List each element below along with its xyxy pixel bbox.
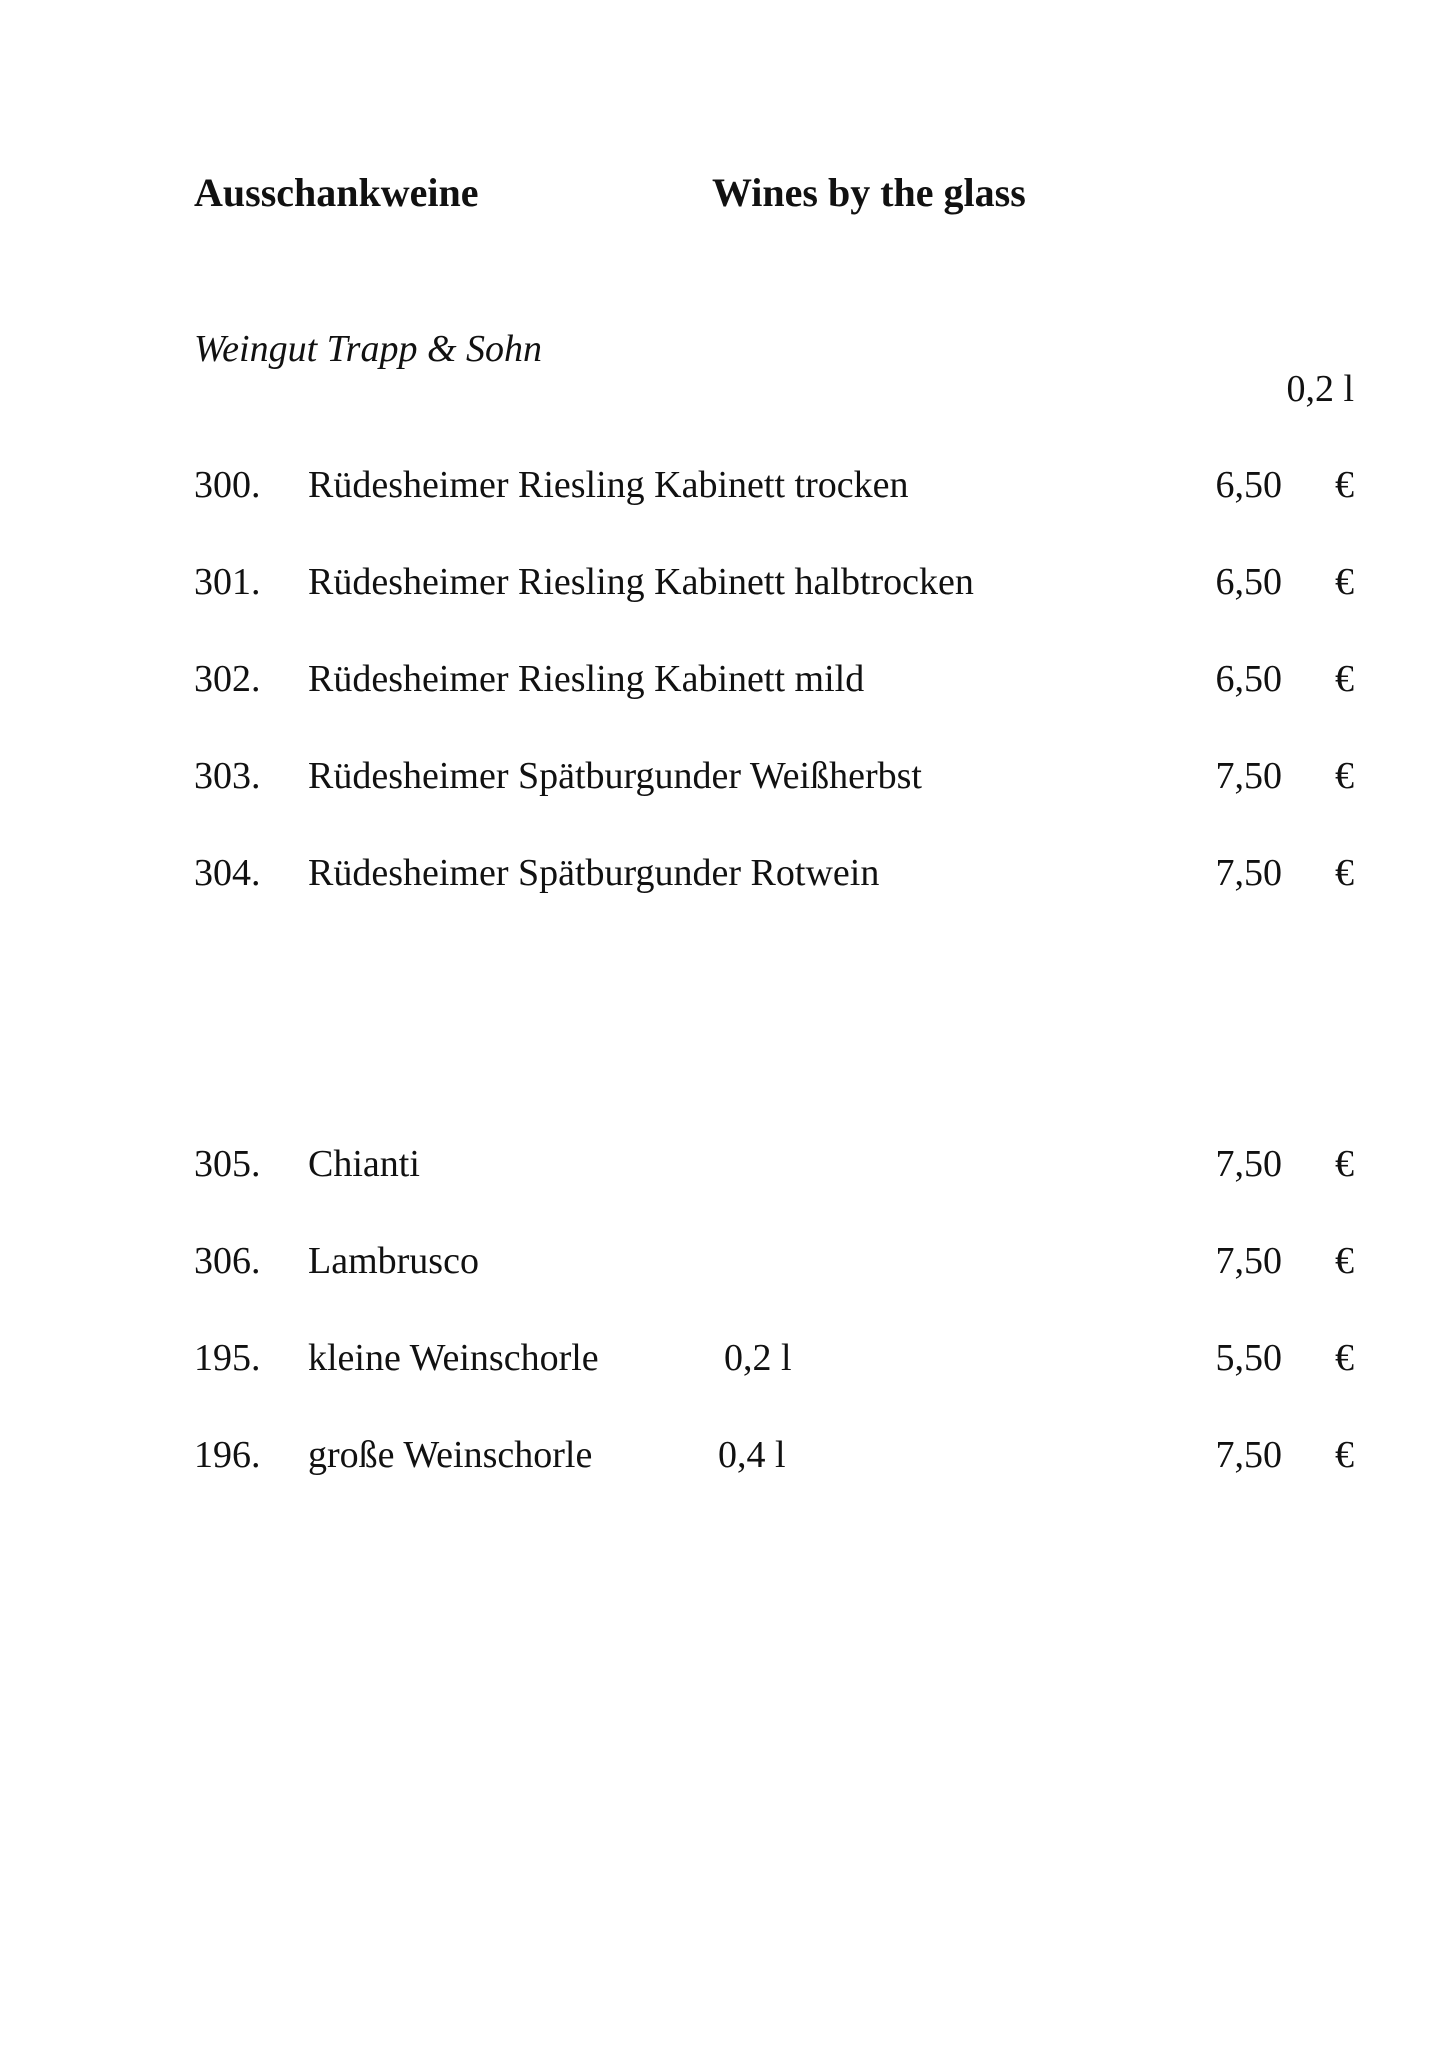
- item-price: 7,50: [1215, 852, 1282, 894]
- item-name: Lambrusco: [308, 1240, 479, 1282]
- item-name: kleine Weinschorle: [308, 1337, 599, 1379]
- item-currency: €: [1335, 755, 1354, 797]
- item-currency: €: [1335, 1240, 1354, 1282]
- menu-item: [0, 461, 1448, 509]
- item-number: 195.: [194, 1337, 261, 1379]
- item-price: 7,50: [1215, 1240, 1282, 1282]
- item-number: 301.: [194, 561, 261, 603]
- item-name: Rüdesheimer Riesling Kabinett mild: [308, 658, 865, 700]
- menu-item: [0, 1334, 1448, 1382]
- item-volume: 0,2 l: [724, 1337, 792, 1379]
- item-number: 304.: [194, 852, 261, 894]
- page-title-english: Wines by the glass: [712, 170, 1026, 215]
- menu-item: [0, 1237, 1448, 1285]
- menu-item: [0, 752, 1448, 800]
- item-number: 300.: [194, 464, 261, 506]
- item-name: Rüdesheimer Riesling Kabinett trocken: [308, 464, 909, 506]
- item-number: 306.: [194, 1240, 261, 1282]
- item-currency: €: [1335, 464, 1354, 506]
- volume-header: 0,2 l: [1286, 368, 1354, 410]
- menu-item: [0, 849, 1448, 897]
- item-price: 5,50: [1215, 1337, 1282, 1379]
- item-name: Rüdesheimer Spätburgunder Rotwein: [308, 852, 880, 894]
- item-volume: 0,4 l: [718, 1434, 786, 1476]
- item-name: große Weinschorle: [308, 1434, 593, 1476]
- item-price: 7,50: [1215, 755, 1282, 797]
- item-number: 302.: [194, 658, 261, 700]
- item-currency: €: [1335, 561, 1354, 603]
- item-currency: €: [1335, 1143, 1354, 1185]
- item-price: 7,50: [1215, 1434, 1282, 1476]
- producer-name: Weingut Trapp & Sohn: [194, 328, 543, 370]
- menu-item: [0, 1431, 1448, 1479]
- item-price: 6,50: [1215, 561, 1282, 603]
- menu-item: [0, 655, 1448, 703]
- item-currency: €: [1335, 658, 1354, 700]
- item-name: Rüdesheimer Spätburgunder Weißherbst: [308, 755, 922, 797]
- item-name: Chianti: [308, 1143, 420, 1185]
- item-currency: €: [1335, 852, 1354, 894]
- item-currency: €: [1335, 1434, 1354, 1476]
- item-number: 303.: [194, 755, 261, 797]
- item-name: Rüdesheimer Riesling Kabinett halbtrocken: [308, 561, 974, 603]
- item-price: 6,50: [1215, 658, 1282, 700]
- menu-item: [0, 1140, 1448, 1188]
- item-price: 7,50: [1215, 1143, 1282, 1185]
- item-price: 6,50: [1215, 464, 1282, 506]
- item-number: 196.: [194, 1434, 261, 1476]
- item-number: 305.: [194, 1143, 261, 1185]
- menu-item: [0, 558, 1448, 606]
- page-title-german: Ausschankweine: [194, 170, 479, 215]
- item-currency: €: [1335, 1337, 1354, 1379]
